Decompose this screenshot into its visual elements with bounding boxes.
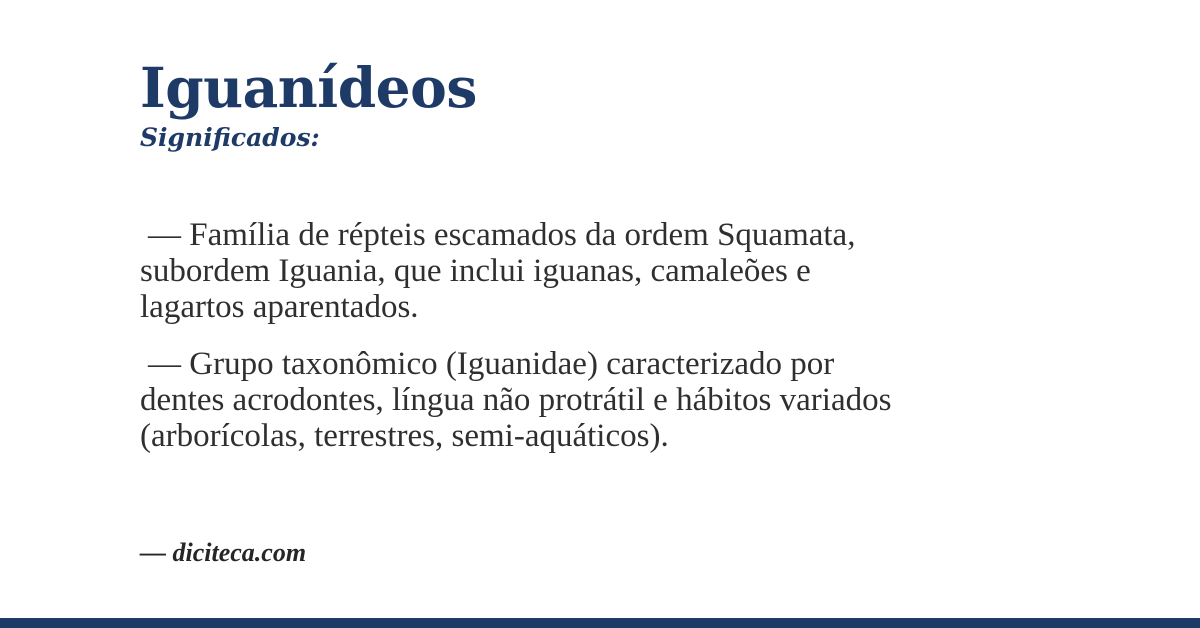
definition-line: lagartos aparentados. bbox=[140, 288, 419, 325]
page-title: Iguanídeos bbox=[140, 55, 477, 120]
definition-line: — Grupo taxonômico (Iguanidae) caracterizado por bbox=[148, 345, 835, 382]
definition-line: (arborícolas, terrestres, semi-aquáticos). bbox=[140, 417, 669, 454]
source-attribution: — diciteca.com bbox=[140, 537, 307, 567]
definition-item bbox=[140, 346, 1140, 454]
brand-bottom-bar bbox=[0, 618, 1200, 628]
definition-item bbox=[140, 217, 1140, 325]
definition-line: — Família de répteis escamados da ordem Squamata, bbox=[148, 216, 856, 253]
meanings-subtitle: Significados: bbox=[140, 123, 320, 153]
definitions-list bbox=[140, 217, 1140, 454]
definition-line: dentes acrodontes, língua não protrátil e hábitos variados bbox=[140, 381, 892, 418]
definition-line: subordem Iguania, que inclui iguanas, camaleões e bbox=[140, 252, 811, 289]
